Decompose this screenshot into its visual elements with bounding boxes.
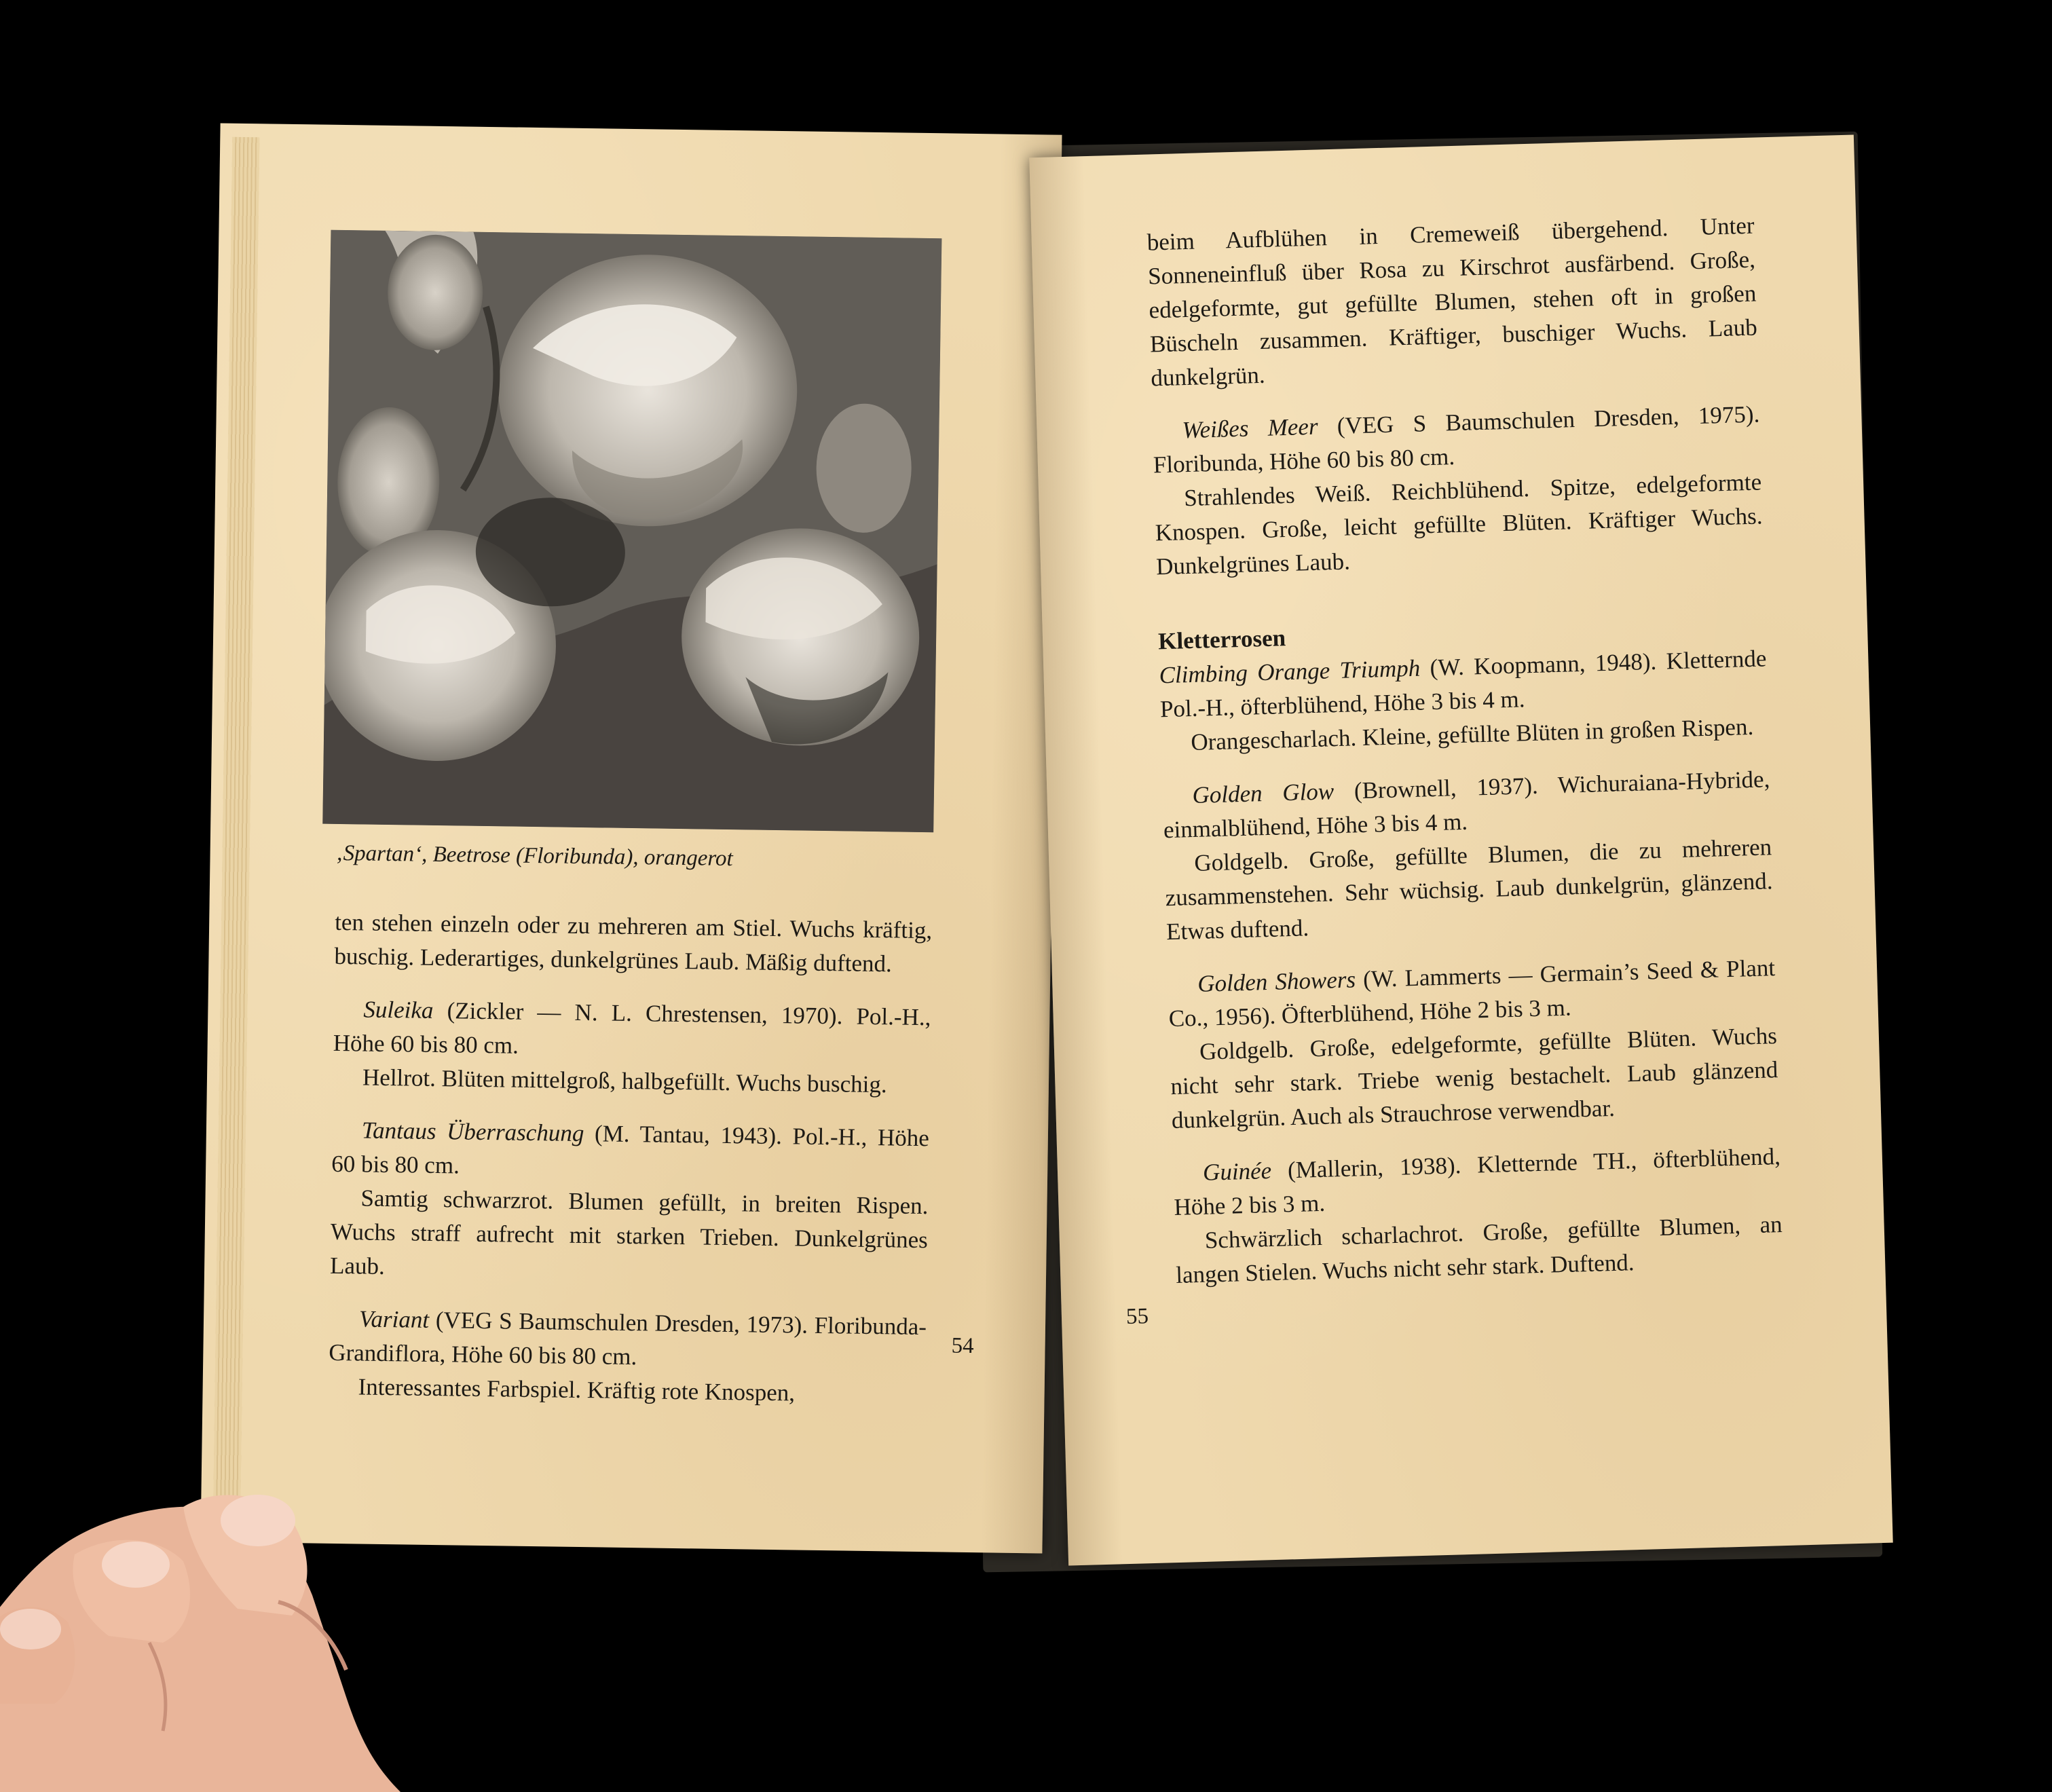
paragraph: Goldgelb. Große, gefüllte Blumen, die zu mehreren zusammenstehen. Sehr wüchsig. Laub dunkelgrün, glänzend. Etwas duftend.: [1165, 834, 1773, 946]
cultivar-name: Guinée: [1202, 1157, 1272, 1186]
paragraph: Weißes Meer (VEG S Baumschulen Dresden, 1975). Floribunda, Höhe 60 bis 80 cm.: [1153, 400, 1760, 479]
section-heading: Kletterrosen: [1157, 624, 1286, 655]
page-number: 54: [951, 1333, 974, 1359]
paragraph: Goldgelb. Große, edelgeformte, gefüllte Blüten. Wuchs nicht sehr stark. Triebe wenig bestachelt. Laub glänzend dunkelgrün. Auch als Strauchrose verwendbar.: [1170, 1022, 1778, 1134]
paragraph: Climbing Orange Triumph (W. Koopmann, 1948). Kletternde Pol.-H., öfterblühend, Höhe 3 bis 4 m.: [1159, 645, 1767, 723]
photo-caption: ‚Spartan‘, Beetrose (Floribunda), orangerot: [335, 840, 733, 872]
hand-holding-book: [0, 1412, 428, 1792]
cultivar-name: Climbing Orange Triumph: [1159, 654, 1421, 689]
right-page: [1029, 134, 1892, 1565]
cultivar-name: Suleika: [363, 996, 434, 1024]
page-number: 55: [1125, 1304, 1149, 1330]
paragraph: Guinée (Mallerin, 1938). Kletternde TH., öfterblühend, Höhe 2 bis 3 m.: [1173, 1143, 1781, 1221]
paragraph: Strahlendes Weiß. Reichblühend. Spitze, edelgeformte Knospen. Große, leicht gefüllte Blüten. Kräftiger Wuchs. Dunkelgrünes Laub.: [1155, 468, 1763, 580]
left-page-body: [328, 906, 932, 1412]
rose-photo: [322, 230, 941, 832]
paragraph: ten stehen einzeln oder zu mehreren am Stiel. Wuchs kräftig, buschig. Lederartiges, dunkelgrünes Laub. Mäßig duftend.: [334, 908, 933, 977]
cultivar-name: Tantaus Überraschung: [361, 1117, 584, 1147]
paragraph: Orangescharlach. Kleine, gefüllte Blüten in großen Rispen.: [1190, 713, 1754, 756]
cultivar-name: Weißes Meer: [1182, 413, 1319, 444]
paragraph: Golden Showers (W. Lammerts — Germain’s Seed & Plant Co., 1956). Öfterblühend, Höhe 2 bis 3 m.: [1168, 954, 1776, 1032]
cultivar-name: Golden Glow: [1192, 778, 1335, 809]
right-page-body: [1146, 209, 1784, 1292]
paragraph: Hellrot. Blüten mittelgroß, halbgefüllt. Wuchs buschig.: [362, 1064, 887, 1098]
paragraph: Interessantes Farbspiel. Kräftig rote Knospen,: [358, 1373, 796, 1406]
paragraph: Tantaus Überraschung (M. Tantau, 1943). Pol.-H., Höhe 60 bis 80 cm.: [331, 1117, 930, 1179]
paragraph: Suleika (Zickler — N. L. Chrestensen, 1970). Pol.-H., Höhe 60 bis 80 cm.: [333, 996, 931, 1059]
paragraph: Samtig schwarzrot. Blumen gefüllt, in breiten Rispen. Wuchs straff aufrecht mit starken Trieben. Dunkelgrünes Laub.: [329, 1184, 929, 1280]
paragraph: beim Aufblühen in Cremeweiß übergehend. Unter Sonneneinfluß über Rosa zu Kirschrot ausfärbend. Große, edelgeformte, gut gefüllte Blumen, stehen oft in großen Büscheln zusammen. Kräftiger, buschiger Wuchs. Laub dunkelgrün.: [1146, 212, 1758, 392]
cultivar-name: Variant: [358, 1305, 430, 1333]
left-page: [200, 123, 1062, 1553]
rose-photo-image: [322, 230, 941, 832]
paragraph: Variant (VEG S Baumschulen Dresden, 1973). Floribunda-Grandiflora, Höhe 60 bis 80 cm.: [329, 1305, 927, 1370]
paragraph: Schwärzlich scharlachrot. Große, gefüllte Blumen, an langen Stielen. Wuchs nicht sehr stark. Duftend.: [1175, 1211, 1783, 1288]
cultivar-name: Golden Showers: [1197, 966, 1356, 997]
paragraph: Golden Glow (Brownell, 1937). Wichuraiana-Hybride, einmalblühend, Höhe 3 bis 4 m.: [1163, 766, 1770, 844]
